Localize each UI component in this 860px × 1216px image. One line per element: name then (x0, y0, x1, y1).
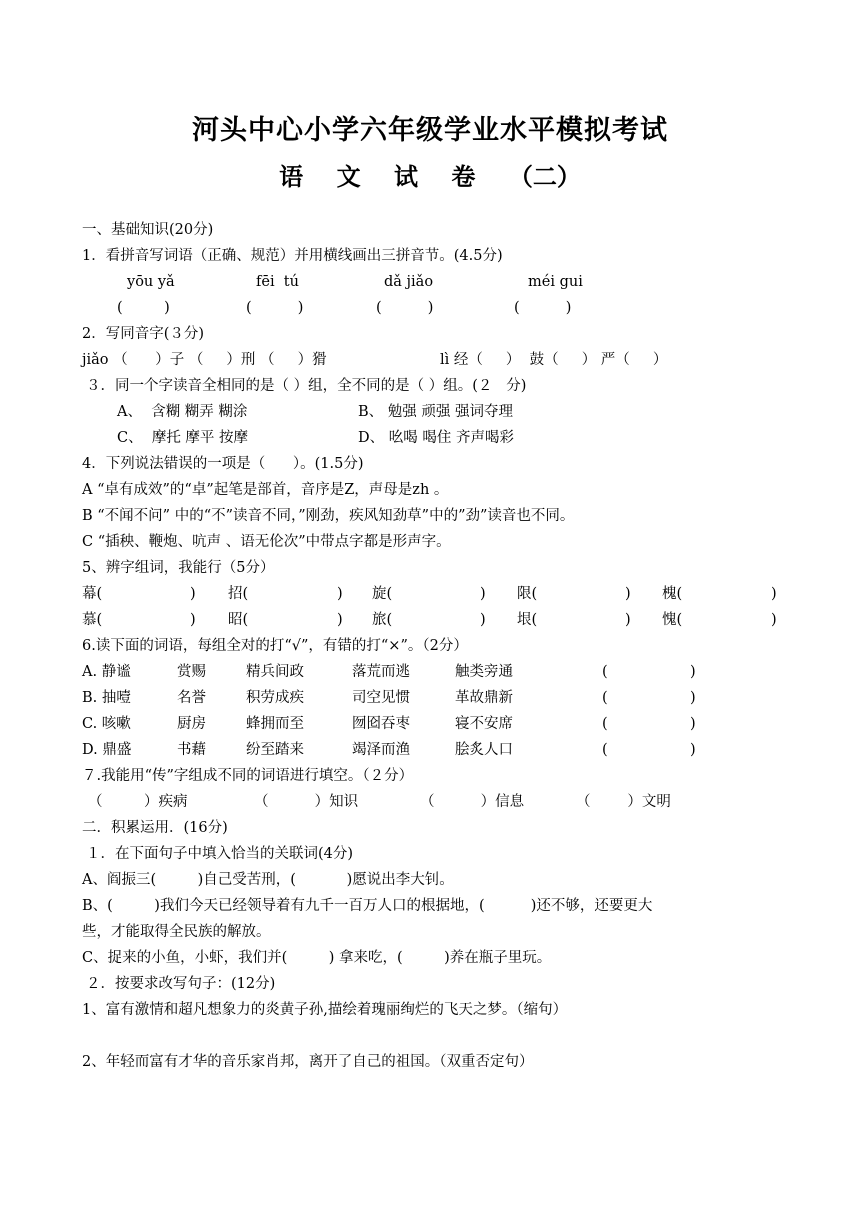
q5-char: 垠( (517, 612, 538, 628)
q7-item-1[interactable]: （ ）疾病 (88, 794, 188, 810)
q6-word: 竭泽而渔 (352, 742, 410, 758)
q5-char: 愧( (662, 612, 683, 628)
q3-option-c[interactable]: C、 摩托 摩平 按摩 (117, 430, 249, 446)
blank-2[interactable]: ( ) (246, 300, 304, 316)
blank-1[interactable]: ( ) (117, 300, 170, 316)
q5-text: 5、辨字组词，我能行（5分） (82, 560, 275, 576)
s2-q1-line-b-cont: 些，才能取得全民族的解放。 (82, 924, 271, 940)
q5-char: 旅( (372, 612, 393, 628)
q6-word: B. 抽噎 (82, 690, 131, 706)
pinyin-1: yōu yǎ (127, 274, 175, 290)
q6-word: 囫囵吞枣 (352, 716, 410, 732)
q5-char: 昭( (228, 612, 249, 628)
q4-option-b[interactable]: B “不闻不问” 中的“不”读音不同，”刚劲，疾风知劲草”中的”劲”读音也不同。 (82, 508, 575, 524)
q6-word: 革故鼎新 (455, 690, 513, 706)
q6-blank-close[interactable]: ) (690, 742, 696, 758)
q6-word: 积劳成疾 (246, 690, 304, 706)
q6-word: 落荒而逃 (352, 664, 410, 680)
q6-word: 脍炙人口 (455, 742, 513, 758)
q5-close: ) (337, 586, 343, 602)
q6-word: 厨房 (177, 716, 206, 732)
blank-3[interactable]: ( ) (376, 300, 434, 316)
q5-close: ) (337, 612, 343, 628)
q5-row-2 (0, 610, 860, 630)
q6-row (0, 662, 860, 682)
q6-word: D. 鼎盛 (82, 742, 132, 758)
q6-text: 6.读下面的词语，每组全对的打“√”，有错的打“×”。（2分） (82, 638, 468, 654)
q7-row (0, 792, 860, 812)
q3-option-d[interactable]: D、 吆喝 喝住 齐声喝彩 (358, 430, 514, 446)
q2-text: 2．写同音字(３分) (82, 326, 205, 342)
q6-word: 寝不安席 (455, 716, 513, 732)
pinyin-3: dǎ jiǎo (384, 274, 434, 290)
q6-word: 触类旁通 (455, 664, 513, 680)
q6-blank-close[interactable]: ) (690, 664, 696, 680)
q7-text: ７.我能用“传”字组成不同的词语进行填空。（２分） (82, 768, 414, 784)
q5-char: 旋( (372, 586, 393, 602)
q6-row (0, 740, 860, 760)
section1-heading: 一、基础知识(20分) (82, 222, 214, 238)
q1-blank-row (0, 298, 860, 318)
q6-word: 书藉 (177, 742, 206, 758)
q2-item-2[interactable]: lì 经（ ） 鼓（ ） 严（ ） (440, 352, 668, 368)
section2-heading: 二．积累运用．(16分) (82, 820, 228, 836)
q5-char: 招( (228, 586, 249, 602)
q5-close: ) (190, 586, 196, 602)
q6-word: 精兵间政 (246, 664, 304, 680)
q5-close: ) (480, 612, 486, 628)
q6-blank-open[interactable]: ( (602, 716, 608, 732)
q4-option-c[interactable]: C “插秧、鞭炮、吭声 、语无伦次”中带点字都是形声字。 (82, 534, 451, 550)
q7-item-2[interactable]: （ ）知识 (254, 794, 359, 810)
q6-blank-close[interactable]: ) (690, 716, 696, 732)
q6-word: 蜂拥而至 (246, 716, 304, 732)
q6-word: A. 静谧 (82, 664, 131, 680)
q6-blank-open[interactable]: ( (602, 664, 608, 680)
q5-close: ) (625, 612, 631, 628)
q6-row (0, 688, 860, 708)
s2-q2-item-1: 1、富有激情和超凡想象力的炎黄子孙,描绘着瑰丽绚烂的飞天之梦。（缩句） (82, 1002, 568, 1018)
q5-char: 慕( (82, 612, 103, 628)
q6-word: 名誉 (177, 690, 206, 706)
q6-blank-close[interactable]: ) (690, 690, 696, 706)
q3-text: ３．同一个字读音全相同的是（ ）组，全不同的是（ ）组。(２ 分) (86, 378, 527, 394)
q3-row-1 (0, 402, 860, 422)
q3-row-2 (0, 428, 860, 448)
q6-word: 司空见惯 (352, 690, 410, 706)
q6-blank-open[interactable]: ( (602, 742, 608, 758)
q1-pinyin-row (0, 272, 860, 292)
s2-q1-line-a[interactable]: A、阎振三( )自己受苦刑，( )愿说出李大钊。 (82, 872, 454, 888)
q5-close: ) (771, 586, 777, 602)
s2-q2-item-2: 2、年轻而富有才华的音乐家肖邦，离开了自己的祖国。（双重否定句） (82, 1054, 534, 1070)
q3-option-b[interactable]: B、 勉强 顽强 强词夺理 (358, 404, 513, 420)
s2-q1-line-c[interactable]: C、捉来的小鱼，小虾，我们并( ) 拿来吃，( )养在瓶子里玩。 (82, 950, 552, 966)
s2-q1-line-b[interactable]: B、( )我们今天已经领导着有九千一百万人口的根据地，( )还不够，还要更大 (82, 898, 653, 914)
q7-item-4[interactable]: （ ）文明 (576, 794, 671, 810)
q4-text: 4．下列说法错误的一项是（ ）。(1.5分) (82, 456, 364, 472)
page-title: 河头中心小学六年级学业水平模拟考试 (192, 115, 668, 146)
s2-q2-text: ２．按要求改写句子：(12分) (86, 976, 276, 992)
blank-4[interactable]: ( ) (514, 300, 572, 316)
pinyin-2: fēi tú (256, 274, 299, 290)
q5-close: ) (771, 612, 777, 628)
q5-char: 槐( (662, 586, 683, 602)
q6-row (0, 714, 860, 734)
s2-q1-text: １．在下面句子中填入恰当的关联词(4分) (86, 846, 354, 862)
q5-row-1 (0, 584, 860, 604)
q2-item-1[interactable]: jiǎo （ ）子 （ ）刑 （ ）猾 (82, 352, 327, 368)
q5-char: 限( (517, 586, 538, 602)
q3-option-a[interactable]: A、 含糊 糊弄 糊涂 (117, 404, 248, 420)
q2-row (0, 350, 860, 370)
q6-word: 赏赐 (177, 664, 206, 680)
q5-char: 幕( (82, 586, 103, 602)
q5-close: ) (625, 586, 631, 602)
q6-word: C. 咳嗽 (82, 716, 131, 732)
q1-text: 1．看拼音写词语（正确、规范）并用横线画出三拼音节。(4.5分) (82, 248, 503, 264)
pinyin-4: méi gui (528, 274, 583, 290)
q4-option-a[interactable]: A “卓有成效”的“卓”起笔是部首，音序是Z，声母是zh 。 (82, 482, 449, 498)
q5-close: ) (190, 612, 196, 628)
q5-close: ) (480, 586, 486, 602)
q6-blank-open[interactable]: ( (602, 690, 608, 706)
page-subtitle: 语 文 试 卷 （二） (279, 163, 581, 191)
q7-item-3[interactable]: （ ）信息 (420, 794, 525, 810)
q6-word: 纷至踏来 (246, 742, 304, 758)
